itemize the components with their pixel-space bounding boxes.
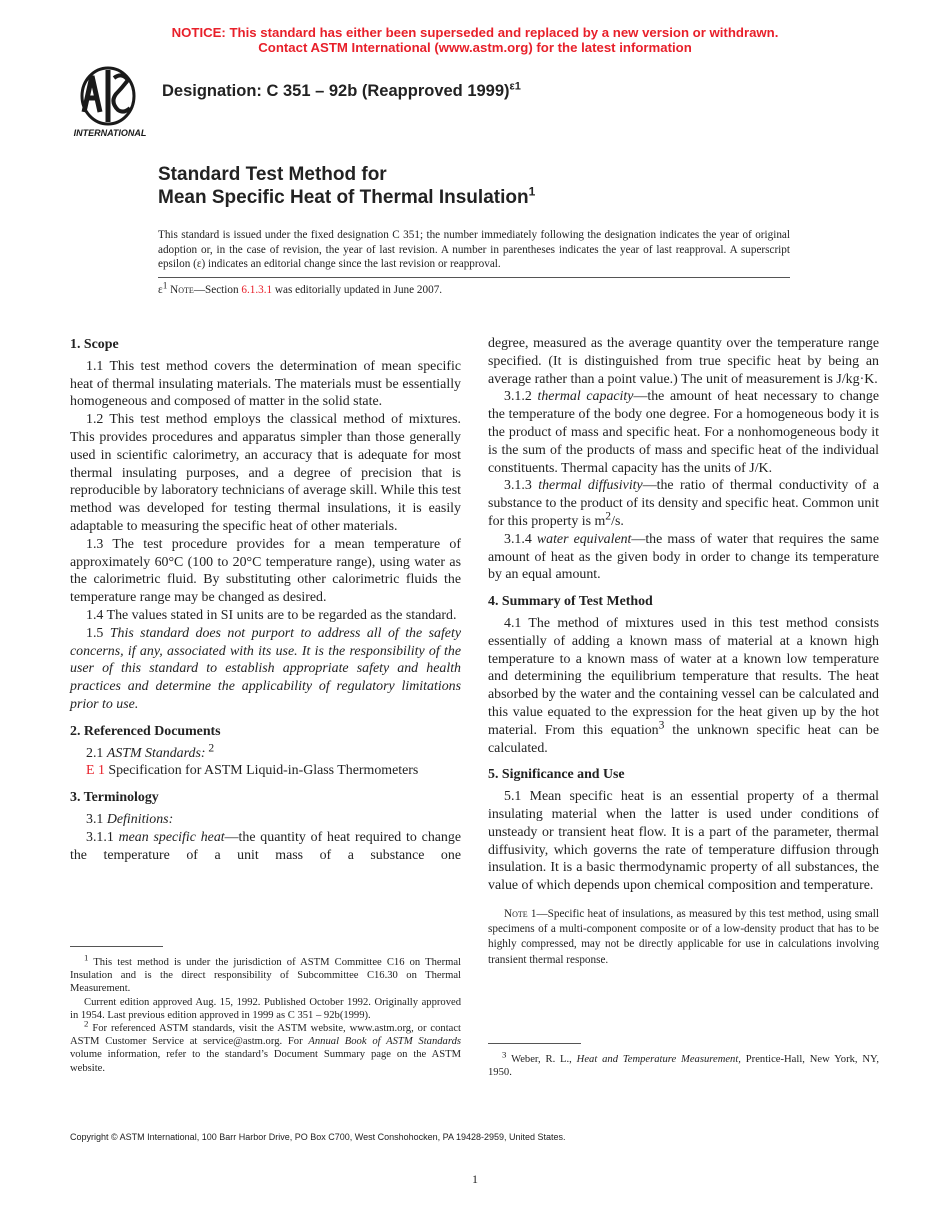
notice-line-1: NOTICE: This standard has either been superseded and replaced by a new version or withdrawn. [171, 25, 779, 40]
paragraph-4-1: 4.1 The method of mixtures used in this test method consists essentially of adding a known mass of material at a known high temperature to a known mass of water at a known low temperature and determining the equilibrium temperature that results. The heat absorbed by the water and the containing vessel can be calculated and this value equated to the expression for the heat given up by the hot material. From this equation$^3$ the unknown specific heat can be calculated. [488, 615, 879, 756]
footnotes-right [488, 1049, 879, 1079]
paragraph-3-1: 3.1 Definitions: [86, 811, 174, 827]
section-heading-summary: 4. Summary of Test Method [488, 594, 653, 610]
paragraph-5-1: 5.1 Mean specific heat is an essential property of a thermal insulating material when the latter is used under conditions of unsteady or transient heat flow. It is a part of the parameter, thermal diffusivity, which governs the rate of temperature diffusion through insulation. It is a basic thermodynamic property of all substances, the value of which depends upon chemical composition and temperature. [488, 789, 879, 894]
paragraph-1-4: 1.4 The values stated in SI units are to be regarded as the standard. [86, 607, 457, 623]
title-line-2: Mean Specific Heat of Thermal Insulation$^1$ [158, 184, 536, 208]
footnotes-left [70, 952, 461, 1075]
designation: Designation: C 351 – 92b (Reapproved 1999)$^{\varepsilon 1}$ [162, 80, 521, 100]
paragraph-1-1: 1.1 This test method covers the determination of mean specific heat of thermal insulating materials. The materials must be essentially homogeneous and composed of matter in the solid state. [70, 358, 461, 410]
notice-line-2: Contact ASTM International (www.astm.org) for the latest information [258, 40, 692, 55]
page-number: 1 [472, 1172, 478, 1186]
designation-epsilon: ε1 [509, 80, 521, 93]
right-column [488, 335, 879, 968]
title-line-1: Standard Test Method for [158, 164, 387, 185]
copyright-line: Copyright © ASTM International, 100 Barr Harbor Drive, PO Box C700, West Conshohocken, PA 19428-2959, United States. [70, 1132, 566, 1142]
footnote-1: $^1$ This test method is under the jurisdiction of ASTM Committee C16 on Thermal Insulation and is the direct responsibility of Subcommittee C16.30 on Thermal Measurement. [70, 952, 461, 995]
footnote-divider-left [70, 946, 163, 947]
paragraph-1-3: 1.3 The test procedure provides for a mean temperature of approximately 60°C (100 to 20°C temperature range), using water as the calorimetric fluid. By substituting other calorimetric fluids the temperature range may be changed as desired. [70, 536, 461, 606]
paragraph-3-1-1-part-1: 3.1.1 mean specific heat—the quantity of heat required to change the temperature of a unit mass of a substance one [70, 829, 461, 863]
footnote-3: $^3$ Weber, R. L., Heat and Temperature Measurement, Prentice-Hall, New York, NY, 1950. [488, 1049, 879, 1079]
note-1: Note 1—Specific heat of insulations, as measured by this test method, using small specimens of a multi-component composite or of a low-density product that has to be highly compressed, may not be directly applicable for use in calculations involving transient thermal response. [488, 907, 879, 966]
withdrawal-notice [0, 25, 950, 55]
intro-divider [158, 277, 790, 278]
editorial-note: $\varepsilon^1$ Note—Section 6.1.3.1 was editorially updated in June 2007. [158, 281, 443, 296]
document-title [158, 163, 535, 209]
paragraph-3-1-4: 3.1.4 water equivalent—the mass of water that requires the same amount of heat as the given body in order to change its temperature by an equal amount. [488, 531, 879, 583]
section-heading-significance: 5. Significance and Use [488, 767, 625, 783]
paragraph-1-5: 1.5 This standard does not purport to address all of the safety concerns, if any, associated with its use. It is the responsibility of the user of this standard to establish appropriate safety and health practices and determine the applicability of regulatory limitations prior to use. [70, 625, 461, 712]
issuance-statement: This standard is issued under the fixed designation C 351; the number immediately following the designation indicates the year of original adoption or, in the case of revision, the year of last revision. A number in parentheses indicates the year of last reapproval. A superscript epsilon (ε) indicates an editorial change since the last revision or reapproval. [158, 229, 790, 270]
astm-seal-icon [82, 68, 134, 124]
e1-link[interactable]: E 1 [86, 763, 105, 779]
paragraph-3-1-2: 3.1.2 thermal capacity—the amount of heat necessary to change the temperature of the body one degree. For a homogeneous body it is the product of mass and specific heat. For a nonhomogeneous body it is the sum of the products of mass and specific heat of the individual constituents. Thermal capacity has the units of J/K. [488, 389, 879, 476]
paragraph-2-1: 2.1 ASTM Standards: $^2$ [86, 740, 215, 761]
section-heading-referenced-documents: 2. Referenced Documents [70, 723, 221, 739]
footnote-divider-right [488, 1043, 581, 1044]
left-column [70, 336, 461, 864]
referenced-standard-e1: E 1 Specification for ASTM Liquid-in-Glass Thermometers [86, 763, 419, 779]
section-heading-terminology: 3. Terminology [70, 790, 159, 806]
footnote-1-edition: Current edition approved Aug. 15, 1992. Published October 1992. Originally approved in 1954. Last previous edition approved in 1999 as C 351 – 92b(1999). [70, 996, 461, 1021]
section-heading-scope: 1. Scope [70, 337, 119, 352]
astm-logo [70, 64, 150, 140]
logo-wordmark: INTERNATIONAL [73, 128, 147, 138]
paragraph-3-1-3: 3.1.3 thermal diffusivity—the ratio of thermal conductivity of a substance to the product of its density and specific heat. Common unit for this property is $m^2/s$. [488, 478, 879, 529]
paragraph-3-1-1-part-2: degree, measured as the average quantity over the temperature range specified. (It is distinguished from true specific heat by being an average rather than a point value.) The unit of measurement is J/kg·K. [488, 336, 879, 387]
footnote-2: $^2$ For referenced ASTM standards, visit the ASTM website, www.astm.org, or contact ASTM Customer Service at service@astm.org. For Annual Book of ASTM Standards volume information, refer to the standard’s Document Summary page on the ASTM website. [70, 1018, 461, 1074]
paragraph-1-2: 1.2 This test method employs the classical method of mixtures. This provides procedures and apparatus simpler than those generally used in scientific calorimetry, an accuracy that is adequate for most thermal insulating purposes, and a degree of precision that is reproducible by laboratory technicians of average skill. While this test method was developed for testing thermal insulations, it is easily adaptable to measuring the specific heat of other materials. [70, 412, 461, 534]
section-link[interactable]: 6.1.3.1 [241, 284, 273, 296]
